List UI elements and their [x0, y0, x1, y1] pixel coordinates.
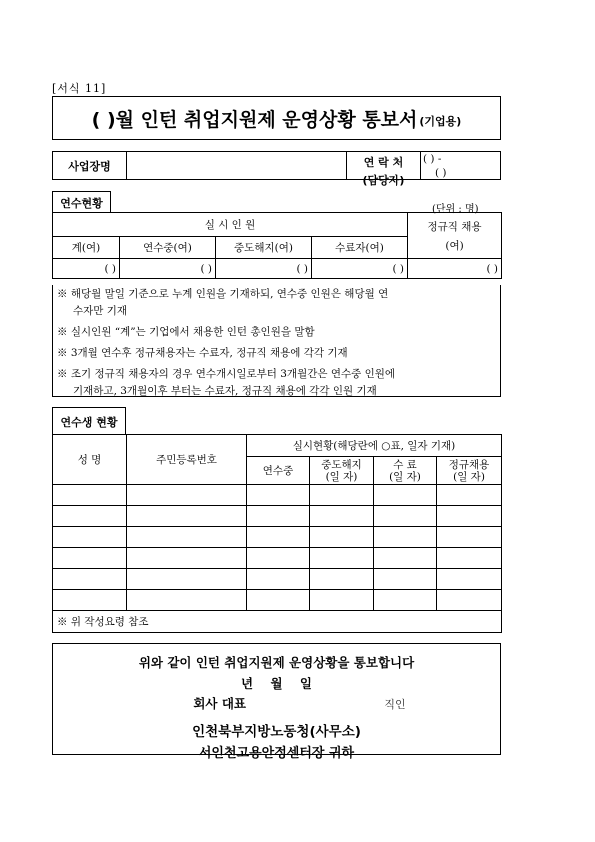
note-1: ※ 해당월 말일 기준으로 누계 인원을 기재하되, 연수중 인원은 해당월 연	[57, 288, 389, 300]
table-row	[53, 590, 502, 611]
status-col-terminated: 중도해지 (일 자)	[310, 457, 374, 485]
id-cell[interactable]	[127, 569, 247, 590]
status-cell[interactable]	[437, 527, 502, 548]
status-header: 실시현황(해당란에 ○표, 일자 기재)	[247, 435, 502, 457]
page-title: ( )월 인턴 취업지원제 운영상황 통보서	[91, 108, 418, 131]
status-cell[interactable]	[374, 590, 437, 611]
status-cell[interactable]	[374, 569, 437, 590]
declaration-box	[52, 643, 501, 761]
note-1-cont: 수자만 기재	[73, 305, 128, 317]
table-row	[53, 548, 502, 569]
table-row	[53, 527, 502, 548]
status-cell[interactable]	[437, 548, 502, 569]
actual-count-header: 실 시 인 원	[53, 213, 408, 237]
declaration-statement: 위와 같이 인턴 취업지원제 운영상황을 통보합니다	[138, 655, 415, 670]
recipient-center: 서인천고용안정센터장 귀하	[198, 746, 355, 761]
col-terminated: 중도해지(여)	[216, 237, 312, 259]
status-cell[interactable]	[247, 506, 310, 527]
regular-hire-header: 정규직 채용 (여)	[408, 213, 502, 259]
id-cell[interactable]	[127, 485, 247, 506]
status-cell[interactable]	[374, 485, 437, 506]
status-cell[interactable]	[310, 569, 374, 590]
trainees-section-label: 연수생 현황	[52, 407, 126, 435]
status-cell[interactable]	[247, 527, 310, 548]
col-total: 계(여)	[53, 237, 120, 259]
declaration-signer: 회사 대표 직인	[193, 696, 406, 711]
status-cell[interactable]	[437, 569, 502, 590]
status-cell[interactable]	[247, 548, 310, 569]
status-col-in-training: 연수중	[247, 457, 310, 485]
table-row	[53, 485, 502, 506]
cell-completed[interactable]: ( )	[312, 259, 408, 279]
name-cell[interactable]	[53, 569, 127, 590]
cell-terminated[interactable]: ( )	[216, 259, 312, 279]
col-in-training: 연수중(여)	[120, 237, 216, 259]
page-title-suffix: (기업용)	[419, 114, 462, 128]
status-cell[interactable]	[310, 485, 374, 506]
table-row	[53, 506, 502, 527]
note-4-cont: 기재하고, 3개월이후 부터는 수료자, 정규직 채용에 각각 인원 기재	[73, 385, 377, 397]
status-cell[interactable]	[310, 548, 374, 569]
status-cell[interactable]	[374, 548, 437, 569]
contact-phone: ( ) -	[423, 153, 442, 165]
id-cell[interactable]	[127, 506, 247, 527]
contact-person: ( )	[435, 167, 447, 179]
status-cell[interactable]	[247, 590, 310, 611]
declaration-date: 년 월 일	[240, 676, 313, 691]
name-cell[interactable]	[53, 548, 127, 569]
contact-label: 연 락 처 (담당자)	[347, 152, 421, 179]
col-name: 성 명	[53, 435, 127, 485]
name-cell[interactable]	[53, 527, 127, 548]
cell-regular-hire[interactable]: ( )	[408, 259, 502, 279]
name-cell[interactable]	[53, 506, 127, 527]
trainees-table	[52, 434, 502, 633]
name-cell[interactable]	[53, 485, 127, 506]
form-number: [서식 11]	[52, 82, 107, 95]
status-cell[interactable]	[437, 506, 502, 527]
training-section-label: 연수현황	[52, 191, 111, 213]
id-cell[interactable]	[127, 590, 247, 611]
company-name-label: 사업장명	[53, 152, 127, 179]
status-cell[interactable]	[437, 485, 502, 506]
title-box	[52, 96, 501, 140]
company-info-box	[52, 151, 501, 187]
note-3: ※ 3개월 연수후 정규채용자는 수료자, 정규직 채용에 각각 기재	[57, 347, 348, 359]
status-cell[interactable]	[310, 506, 374, 527]
seal-label: 직인	[384, 698, 406, 711]
note-2: ※ 실시인원 “계”는 기업에서 채용한 인턴 총인원을 말함	[57, 326, 315, 338]
recipient-office: 인천북부지방노동청(사무소)	[192, 724, 361, 740]
status-cell[interactable]	[247, 485, 310, 506]
contact-field[interactable]	[421, 152, 500, 179]
col-resident-id: 주민등록번호	[127, 435, 247, 485]
table-row	[53, 569, 502, 590]
training-unit: (단위 : 명)	[432, 204, 479, 215]
status-col-regular: 정규채용 (일 자)	[437, 457, 502, 485]
id-cell[interactable]	[127, 548, 247, 569]
status-cell[interactable]	[374, 527, 437, 548]
status-cell[interactable]	[247, 569, 310, 590]
note-4: ※ 조기 정규직 채용자의 경우 연수개시일로부터 3개월간은 연수중 인원에	[57, 368, 396, 380]
col-completed: 수료자(여)	[312, 237, 408, 259]
status-cell[interactable]	[437, 590, 502, 611]
company-name-field[interactable]	[127, 152, 347, 179]
status-col-completed: 수 료 (일 자)	[374, 457, 437, 485]
status-cell[interactable]	[310, 527, 374, 548]
status-cell[interactable]	[374, 506, 437, 527]
status-cell[interactable]	[310, 590, 374, 611]
cell-in-training[interactable]: ( )	[120, 259, 216, 279]
trainees-footnote: ※ 위 작성요령 참조	[53, 611, 502, 633]
training-notes	[52, 285, 501, 397]
name-cell[interactable]	[53, 590, 127, 611]
cell-total[interactable]: ( )	[53, 259, 120, 279]
id-cell[interactable]	[127, 527, 247, 548]
training-table	[52, 212, 502, 279]
